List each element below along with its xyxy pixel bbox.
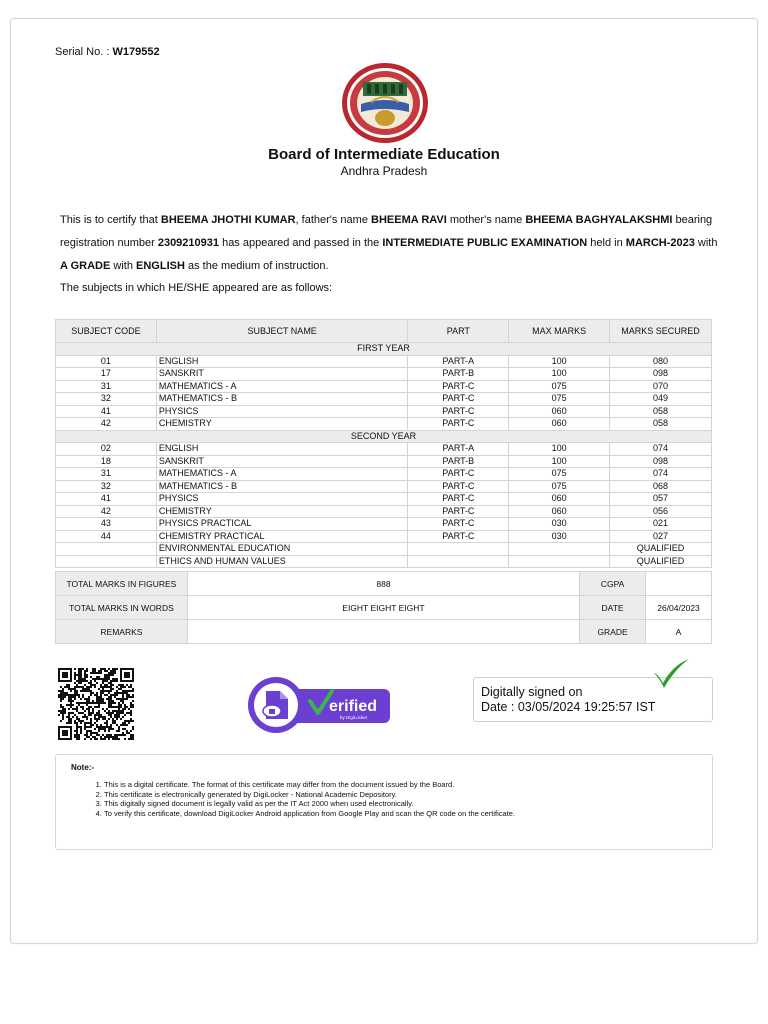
board-state: Andhra Pradesh bbox=[340, 164, 428, 178]
check-icon bbox=[651, 657, 691, 689]
table-row bbox=[56, 405, 712, 418]
subject-part bbox=[408, 555, 509, 568]
marks-secured: QUALIFIED bbox=[610, 555, 712, 568]
subject-code: 42 bbox=[56, 505, 157, 518]
max-marks: 030 bbox=[509, 518, 610, 531]
exam-name: INTERMEDIATE PUBLIC EXAMINATION bbox=[382, 237, 588, 249]
total-figures-label: TOTAL MARKS IN FIGURES bbox=[56, 572, 188, 596]
marks-secured: 080 bbox=[610, 355, 712, 368]
year-label: SECOND YEAR bbox=[56, 430, 712, 443]
subject-name: PHYSICS bbox=[156, 405, 408, 418]
subjects-intro: The subjects in which HE/SHE appeared are as follows: bbox=[60, 282, 333, 294]
subject-code: 32 bbox=[56, 480, 157, 493]
signature-line1: Digitally signed on bbox=[481, 685, 583, 699]
subject-part: PART-C bbox=[408, 493, 509, 506]
grade-value: A bbox=[646, 620, 712, 644]
subject-name: CHEMISTRY PRACTICAL bbox=[156, 530, 408, 543]
subject-name: PHYSICS PRACTICAL bbox=[156, 518, 408, 531]
table-header-row bbox=[56, 320, 712, 343]
header-subject-code: SUBJECT CODE bbox=[56, 320, 157, 343]
subject-part: PART-B bbox=[408, 455, 509, 468]
marks-secured: 058 bbox=[610, 418, 712, 431]
marks-secured: 056 bbox=[610, 505, 712, 518]
max-marks: 100 bbox=[509, 443, 610, 456]
registration-number: 2309210931 bbox=[157, 237, 220, 249]
table-row bbox=[56, 518, 712, 531]
subject-part: PART-C bbox=[408, 505, 509, 518]
badge-subtext: by DigiLocker bbox=[340, 715, 368, 720]
marks-secured: 098 bbox=[610, 368, 712, 381]
remarks-label: REMARKS bbox=[56, 620, 188, 644]
certificate-text: This is to certify that BHEEMA JHOTHI KUMAR, father's name BHEEMA RAVI mother's name BHEEMA BAGHYALAKSHMI bearing registration number 2309210931 has appeared and passed in the INTERMEDIATE PUBLIC EXAMINATION held in MARCH-2023 with A GRADE with ENGLISH as the medium of instruction. bbox=[60, 214, 718, 272]
notes-box bbox=[55, 754, 713, 850]
notes-heading: Note:- bbox=[71, 763, 95, 772]
subject-code: 32 bbox=[56, 393, 157, 406]
max-marks: 075 bbox=[509, 468, 610, 481]
subject-name: MATHEMATICS - A bbox=[156, 380, 408, 393]
subject-name: MATHEMATICS - B bbox=[156, 480, 408, 493]
table-row bbox=[56, 355, 712, 368]
serial-value: W179552 bbox=[112, 46, 160, 58]
max-marks: 100 bbox=[509, 455, 610, 468]
table-row bbox=[56, 468, 712, 481]
subject-code: 02 bbox=[56, 443, 157, 456]
table-row bbox=[56, 480, 712, 493]
table-row bbox=[56, 380, 712, 393]
subject-name: ETHICS AND HUMAN VALUES bbox=[156, 555, 408, 568]
max-marks: 060 bbox=[509, 505, 610, 518]
subject-code: 41 bbox=[56, 405, 157, 418]
table-row bbox=[56, 505, 712, 518]
subject-code: 41 bbox=[56, 493, 157, 506]
year-heading-row bbox=[56, 343, 712, 356]
badge-text: erified bbox=[329, 698, 378, 715]
father-name: BHEEMA RAVI bbox=[371, 214, 447, 226]
marks-secured: 058 bbox=[610, 405, 712, 418]
mother-name: BHEEMA BAGHYALAKSHMI bbox=[525, 214, 673, 226]
table-row bbox=[56, 555, 712, 568]
subject-part: PART-C bbox=[408, 518, 509, 531]
subject-part: PART-A bbox=[408, 355, 509, 368]
subject-name: SANSKRIT bbox=[156, 368, 408, 381]
subject-name: ENGLISH bbox=[156, 443, 408, 456]
signature-date: Date : 03/05/2024 19:25:57 IST bbox=[481, 700, 656, 714]
cgpa-value bbox=[646, 572, 712, 596]
subject-code bbox=[56, 543, 157, 556]
max-marks: 100 bbox=[509, 355, 610, 368]
subject-part: PART-C bbox=[408, 468, 509, 481]
subject-part: PART-B bbox=[408, 368, 509, 381]
exam-month: MARCH-2023 bbox=[625, 237, 695, 249]
marks-body bbox=[56, 343, 712, 568]
cgpa-label: CGPA bbox=[580, 572, 646, 596]
note-item: 1. This is a digital certificate. The format of this certificate may differ from the document issued by the Board. bbox=[104, 780, 515, 790]
year-heading-row bbox=[56, 430, 712, 443]
subject-name: PHYSICS bbox=[156, 493, 408, 506]
subject-part: PART-C bbox=[408, 380, 509, 393]
medium: ENGLISH bbox=[136, 260, 185, 272]
table-row bbox=[56, 443, 712, 456]
table-row bbox=[56, 368, 712, 381]
subject-part: PART-C bbox=[408, 480, 509, 493]
date-value: 26/04/2023 bbox=[646, 596, 712, 620]
grade-text: A GRADE bbox=[60, 260, 111, 272]
subject-code: 31 bbox=[56, 468, 157, 481]
note-item: 2. This certificate is electronically generated by DigiLocker - National Academic Depository. bbox=[104, 790, 515, 800]
total-words-value: EIGHT EIGHT EIGHT bbox=[187, 596, 579, 620]
subject-name: MATHEMATICS - B bbox=[156, 393, 408, 406]
subject-name: SANSKRIT bbox=[156, 455, 408, 468]
digilocker-verified-badge-icon bbox=[248, 677, 390, 733]
marks-secured: 098 bbox=[610, 455, 712, 468]
subject-part bbox=[408, 543, 509, 556]
max-marks: 060 bbox=[509, 493, 610, 506]
subject-name: ENVIRONMENTAL EDUCATION bbox=[156, 543, 408, 556]
max-marks: 060 bbox=[509, 418, 610, 431]
year-label: FIRST YEAR bbox=[56, 343, 712, 356]
subject-code: 18 bbox=[56, 455, 157, 468]
marks-secured: 074 bbox=[610, 468, 712, 481]
board-title: Board of Intermediate Education bbox=[268, 146, 500, 163]
max-marks: 030 bbox=[509, 530, 610, 543]
header-subject-name: SUBJECT NAME bbox=[156, 320, 408, 343]
marks-secured: 070 bbox=[610, 380, 712, 393]
totals-row-remarks bbox=[56, 620, 712, 644]
table-row bbox=[56, 455, 712, 468]
subject-part: PART-C bbox=[408, 405, 509, 418]
marks-secured: 021 bbox=[610, 518, 712, 531]
marks-secured: 049 bbox=[610, 393, 712, 406]
marks-secured: 074 bbox=[610, 443, 712, 456]
table-row bbox=[56, 418, 712, 431]
marks-secured: 068 bbox=[610, 480, 712, 493]
subject-code bbox=[56, 555, 157, 568]
total-words-label: TOTAL MARKS IN WORDS bbox=[56, 596, 188, 620]
marks-secured: 027 bbox=[610, 530, 712, 543]
header-part: PART bbox=[408, 320, 509, 343]
subject-name: CHEMISTRY bbox=[156, 418, 408, 431]
max-marks: 075 bbox=[509, 380, 610, 393]
subject-code: 17 bbox=[56, 368, 157, 381]
subject-name: MATHEMATICS - A bbox=[156, 468, 408, 481]
qr-code-icon[interactable] bbox=[58, 668, 134, 740]
total-figures-value: 888 bbox=[187, 572, 579, 596]
subject-part: PART-C bbox=[408, 530, 509, 543]
subject-code: 42 bbox=[56, 418, 157, 431]
remarks-value bbox=[187, 620, 579, 644]
max-marks: 075 bbox=[509, 393, 610, 406]
marks-secured: QUALIFIED bbox=[610, 543, 712, 556]
table-row bbox=[56, 530, 712, 543]
table-row bbox=[56, 393, 712, 406]
date-label: DATE bbox=[580, 596, 646, 620]
note-item: 4. To verify this certificate, download DigiLocker Android application from Google Play and scan the QR code on the certificate. bbox=[104, 809, 515, 819]
subject-code: 01 bbox=[56, 355, 157, 368]
table-row bbox=[56, 493, 712, 506]
totals-table bbox=[55, 571, 712, 644]
notes-list bbox=[90, 780, 515, 818]
max-marks: 100 bbox=[509, 368, 610, 381]
marks-secured: 057 bbox=[610, 493, 712, 506]
header-marks-secured: MARKS SECURED bbox=[610, 320, 712, 343]
max-marks: 075 bbox=[509, 480, 610, 493]
board-seal-icon bbox=[341, 62, 429, 144]
subject-part: PART-C bbox=[408, 418, 509, 431]
subject-name: CHEMISTRY bbox=[156, 505, 408, 518]
serial-number: Serial No. : W179552 bbox=[55, 46, 160, 58]
subject-code: 44 bbox=[56, 530, 157, 543]
subject-name: ENGLISH bbox=[156, 355, 408, 368]
header-max-marks: MAX MARKS bbox=[509, 320, 610, 343]
subject-part: PART-A bbox=[408, 443, 509, 456]
marks-table bbox=[55, 319, 712, 568]
grade-label: GRADE bbox=[580, 620, 646, 644]
subject-code: 43 bbox=[56, 518, 157, 531]
totals-row-figures bbox=[56, 572, 712, 596]
totals-row-words bbox=[56, 596, 712, 620]
table-row bbox=[56, 543, 712, 556]
student-name: BHEEMA JHOTHI KUMAR bbox=[160, 214, 296, 226]
note-item: 3. This digitally signed document is legally valid as per the IT Act 2000 when used electronically. bbox=[104, 799, 515, 809]
subject-part: PART-C bbox=[408, 393, 509, 406]
max-marks bbox=[509, 543, 610, 556]
max-marks: 060 bbox=[509, 405, 610, 418]
subject-code: 31 bbox=[56, 380, 157, 393]
max-marks bbox=[509, 555, 610, 568]
